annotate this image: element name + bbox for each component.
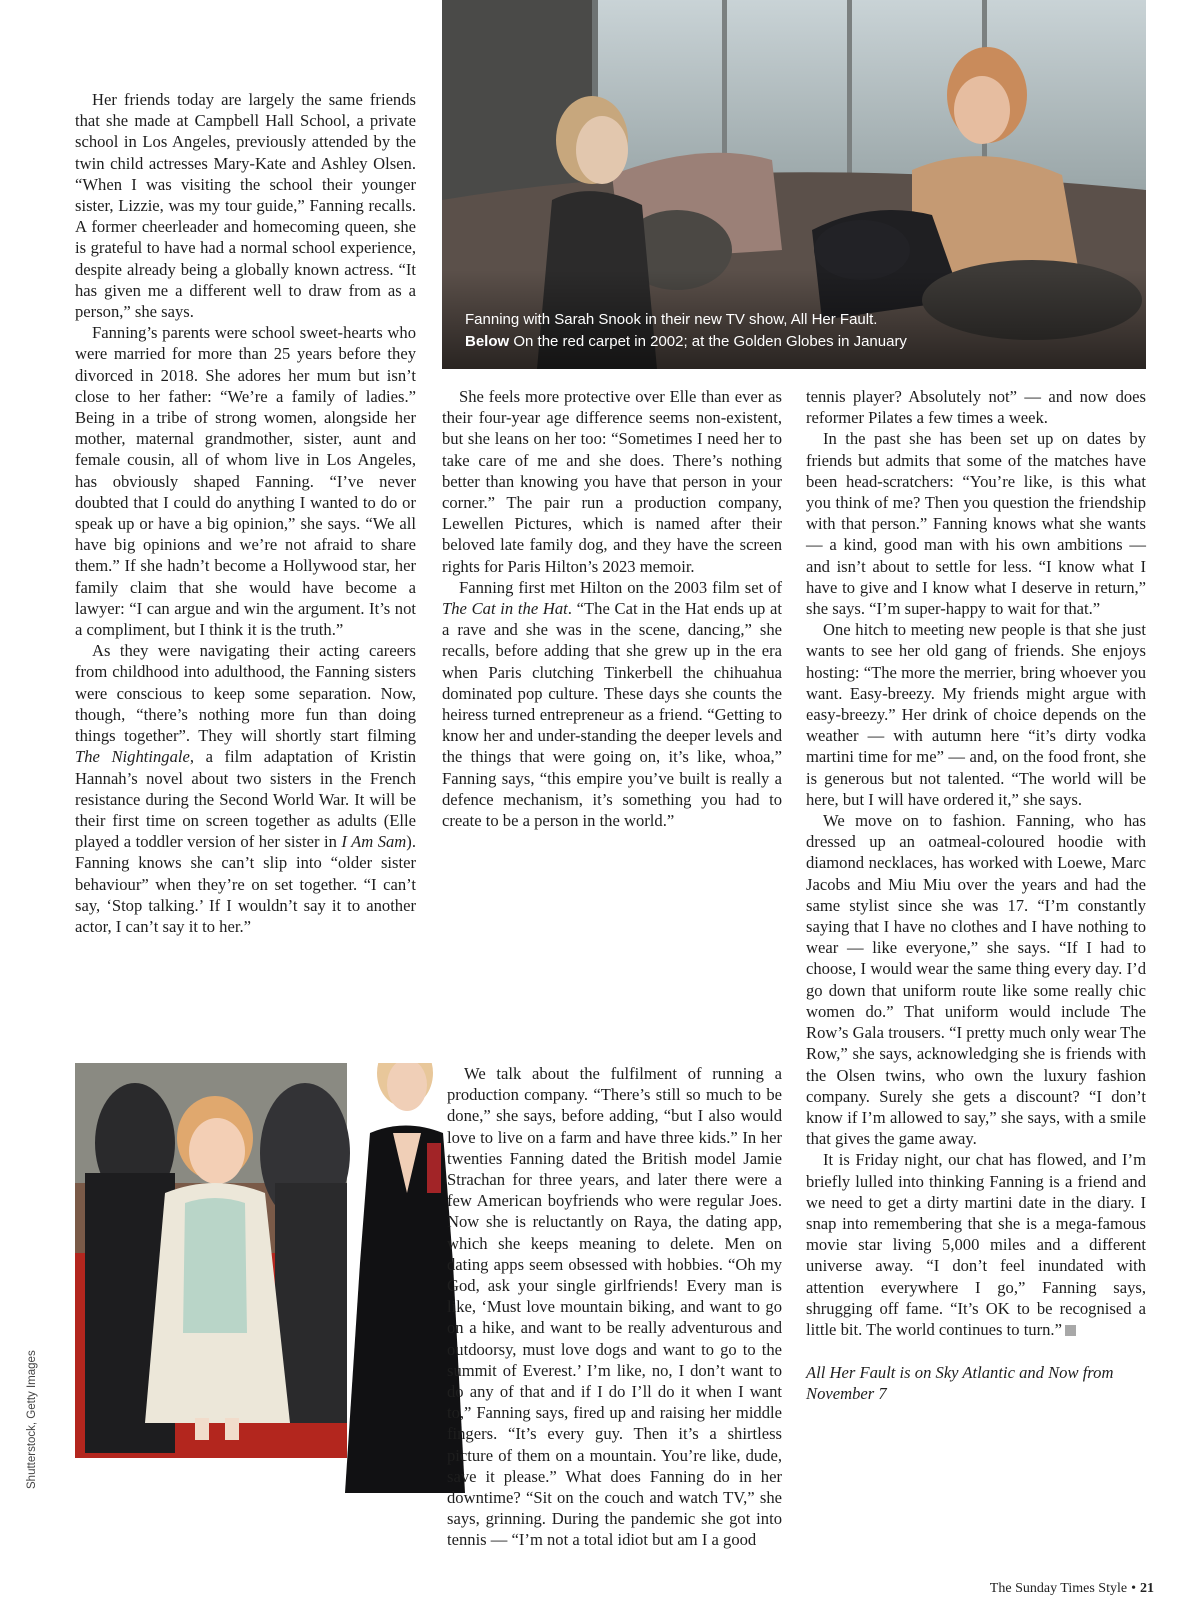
article-column-3 — [806, 386, 1146, 1405]
film-title: I Am Sam — [341, 832, 407, 852]
film-title: The Nightingale — [75, 747, 190, 767]
photo-caption — [465, 309, 1125, 353]
tv-schedule-note: All Her Fault is on Sky Atlantic and Now from November 7 — [806, 1363, 1114, 1404]
caption-line-2-text: On the red carpet in 2002; at the Golden Globes in January — [509, 333, 907, 350]
paragraph: We talk about the fulfilment of running a production company. “There’s still so much to be done,” she says, before adding, “but I also would love to live on a farm and have three kids.” In her twenties Fanning dated the British model Jamie Strachan for three years, and later there were a few American boyfriends who were regular Joes. Now she is reluctantly on Raya, the dating app, which she keeps meaning to delete. Men on dating apps seem obsessed with hobbies. “Oh my God, ask your single girlfriends! Every man is like, ‘Must love mountain biking, and want to go on a hike, and want to be really adventurous and outdoorsy, must love dogs and want to go to the summit of Everest.’ I’m like, no, I don’t want to do any of that and if I do I’ll do it when I want to,” Fanning says, fired up and raising her middle fingers. “It’s every guy. Then it’s a shirtless picture of them on a mountain. You’re like, dude, save it please.” What does Fanning do in her downtime? “Sit on the couch and watch TV,” she says, grinning. During the pandemic she got into tennis — “I’m not a total idiot but am I a good — [447, 1064, 782, 1550]
page-number: 21 — [1140, 1581, 1154, 1596]
paragraph: In the past she has been set up on dates by friends but admits that some of the matches have been head-scratchers: “You’re like, is this what you think of me? Then you question the friendship with that person.” Fanning knows what she wants — a kind, good man with his own ambitions — and isn’t about to settle for less. “I know what I have to give and I know what I deserve in return,” she says. “I’m super-happy to wait for that.” — [806, 429, 1146, 619]
text-run: Fanning first met Hilton on the 2003 film set of — [459, 577, 782, 597]
paragraph: Fanning’s parents were school sweet-hearts who were married for more than 25 years before they divorced in 2018. She adores her mum but isn’t close to her father: “We’re a family of ladies.” Being in a tribe of strong women, alongside her mother, maternal grandmother, sister, aunt and female cousin, all of whom live in Los Angeles, has obviously shaped Fanning. “I’ve never doubted that I could do anything I wanted to do or speak up or have a big opinion,” she says. “We all have big opinions and we’re not afraid to share them.” If she hadn’t become a Hollywood star, her family claim that she would have become a lawyer: “I can argue and win the argument. It’s not a compliment, but I think it is the truth.” — [75, 323, 416, 640]
caption-line-1: Fanning with Sarah Snook in their new TV show, All Her Fault. — [465, 311, 878, 328]
paragraph: We move on to fashion. Fanning, who has dressed up an oatmeal-coloured hoodie with diamond necklaces, has worked with Loewe, Marc Jacobs and Miu Miu over the years and had the same stylist since she was 17. “I’m constantly saying that I have no clothes and I have nothing to wear — like everyone,” she says. “If I had to choose, I would wear the same thing every day. I’d go down that uniform route like some really chic women do.” That uniform would include The Row’s Gala trousers. “I pretty much only wear The Row,” she says, acknowledging she is friends with the Olsen twins, who own the luxury fashion company. Surely she gets a discount? “I don’t know if I’m allowed to say,” she says, with a smile that gives the game away. — [806, 811, 1146, 1149]
paragraph: Her friends today are largely the same friends that she made at Campbell Hall School, a private school in Los Angeles, previously attended by the twin child actresses Mary-Kate and Ashley Olsen. “When I was visiting the school their younger sister, Lizzie, was my tour guide,” Fanning recalls. A former cheerleader and homecoming queen, she is grateful to have had a normal school experience, despite already being a globally known actress. “It has given me a different well to draw from as a person,” she says. — [75, 90, 416, 322]
article-column-1 — [75, 89, 416, 937]
caption-below-label: Below — [465, 333, 510, 350]
article-column-2-top — [442, 386, 782, 831]
caption-line-2 — [465, 331, 1125, 353]
film-title: The Cat in the Hat — [442, 599, 568, 619]
folio-separator: • — [1131, 1581, 1136, 1596]
text-run: It is Friday night, our chat has flowed, and I’m briefly lulled into thinking Fanning is a friend and we need to get a dirty martini date in the diary. I snap into remembering that she is a mega-famous movie star living 5,000 miles and a different universe away. “I don’t feel inundated with attention everywhere I go,” Fanning says, shrugging off fame. “It’s OK to be recognised a little bit. The world continues to turn.” — [806, 1150, 1146, 1339]
end-mark-icon — [1065, 1325, 1076, 1336]
publication-name: The Sunday Times Style — [989, 1581, 1128, 1596]
paragraph — [442, 577, 782, 831]
paragraph: tennis player? Absolutely not” — and now does reformer Pilates a few times a week. — [806, 387, 1146, 428]
paragraph — [806, 1149, 1146, 1340]
article-column-2-bottom — [447, 1063, 782, 1551]
photo-red-carpet — [75, 1063, 465, 1523]
text-run: , a film adaptation of Kristin Hannah’s novel about two sisters in the French resistance during the Second World War. It will be their first time on screen together as adults (Elle played a toddler version of her sister in — [75, 747, 416, 852]
text-run: . “The Cat in the Hat ends up at a rave and she was in the scene, dancing,” she recalls, before adding that she grew up in the era when Paris clutching Tinkerbell the chihuahua dominated pop culture. These days she counts the heiress turned entrepreneur as a friend. “Getting to know her and under-standing the deeper levels and the things that were going on, it’s like, whoa,” Fanning says, “this empire you’ve built is really a defence mechanism, it’s something you had to create to be a person in the world.” — [442, 599, 782, 831]
photo-credit: Shutterstock, Getty Images — [26, 1350, 38, 1489]
paragraph — [75, 640, 416, 937]
page-footer — [990, 1581, 1154, 1597]
text-run: ). Fanning knows she can’t slip into “older sister behaviour” when they’re on set together. “I can’t say, ‘Stop talking.’ If I wouldn’t say it to another actor, I can’t say it to her.” — [75, 832, 416, 936]
text-run: As they were navigating their acting careers from childhood into adulthood, the Fanning sisters were conscious to keep some separation. Now, though, “there’s nothing more fun than doing things together”. They will shortly start filming — [75, 641, 416, 746]
bottom-photo — [75, 1063, 465, 1523]
paragraph: One hitch to meeting new people is that she just wants to see her old gang of friends. She enjoys hosting: “The more the merrier, bring whoever you want. Easy-breezy. My friends might argue with easy-breezy.” Her drink of choice depends on the weather — with autumn here “it’s dirty vodka martini time for me” — and, on the food front, she is generous but not talented. “The world will be here, but I will have ordered it,” she says. — [806, 620, 1146, 809]
paragraph: She feels more protective over Elle than ever as their four-year age difference seems non-existent, but she leans on her too: “Sometimes I need her to take care of me and she does. There’s nothing better than knowing you have that person in your corner.” The pair run a production company, Lewellen Pictures, which is named after their beloved late family dog, and they have the screen rights for Paris Hilton’s 2023 memoir. — [442, 387, 782, 576]
